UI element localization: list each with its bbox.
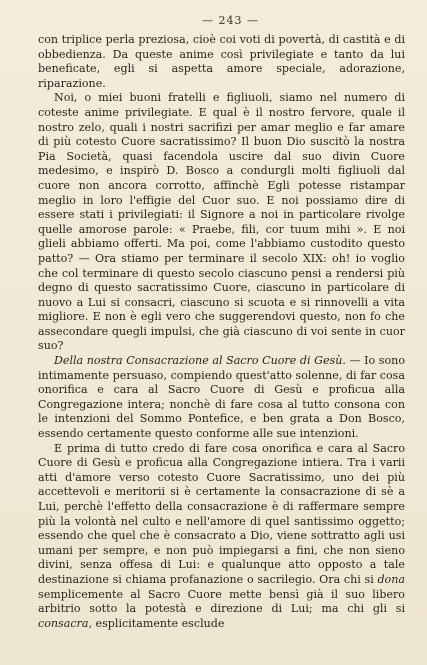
paragraph-4 bbox=[38, 442, 405, 632]
paragraph-1: con triplice perla preziosa, cioè coi voti di povertà, di castità e di obbedienza. Da queste anime così privilegiate e tanto da lui beneficate, egli si aspetta amore speciale, adorazione, riparazione. bbox=[38, 33, 405, 90]
paragraph-3 bbox=[38, 354, 405, 442]
paragraph-2: Noi, o miei buoni fratelli e figliuoli, siamo nel numero di coteste anime privilegiate. E qual è il nostro fervore, quale il nostro zelo, quali i nostri sacrifizi per amar meglio e far amare di più cotesto Cuore sacratissimo? Il buon Dio suscitò la nostra Pia Società, quasi facendola uscire dal suo divin Cuore medesimo, e inspirò D. Bosco a condurgli molti figliuoli dal cuore non ancora corrotto, affinchè Egli potesse ristampar meglio in loro l'effigie del Cuor suo. E noi possiamo dire di essere stati i privilegiati: il Signore a noi in particolare rivolge quelle amorose parole: « Praebe, fili, cor tuum mihi ». E noi glieli abbiamo offerti. Ma poi, come l'abbiamo custodito questo patto? — Ora stiamo per terminare il secolo XIX: oh! io voglio che col terminare di questo secolo ciascuno pensi a rendersi più degno di questo sacratissimo Cuore, ciascuno in particolare di nuovo a Lui si consacri, ciascuno si scuota e si rinnovelli a vita migliore. E non è egli vero che suggerendovi questo, non fo che assecondare quegli impulsi, che già ciascuno di voi sente in cuor suo? bbox=[38, 91, 405, 353]
section-heading: Della nostra Consacrazione al Sacro Cuore di Gesù. bbox=[54, 354, 346, 368]
emphasis-consacra: consacra, bbox=[38, 616, 93, 630]
paragraph-3-text: — Io sono intimamente persuaso, compiendo quest'atto solenne, di far cosa onorifica e cara al Sacro Cuore di Gesù e proficua alla Congregazione intera; nonchè di fare cosa al tutto consona con le intenzioni del Sommo Pontefice, e ben grata a Don Bosco, essendo certamente questo conforme alle sue intenzioni. bbox=[38, 354, 405, 441]
paragraph-4-text-b: semplicemente al Sacro Cuore mette bensì già il suo libero arbitrio sotto la potestà e direzione di Lui; ma chi gli si bbox=[38, 587, 405, 616]
paragraph-4-text-c: esplicitamente esclude bbox=[92, 616, 225, 630]
paragraph-4-text-a: E prima di tutto credo di fare cosa onorifica e cara al Sacro Cuore di Gesù e proficua alla Congregazione intiera. Tra i varii atti d'amore verso cotesto Cuore Sacratissimo, uno dei più accettevoli e meritorii si è certamente la consacrazione di sè a Lui, perchè l'effetto della consacrazione è di raffermare sempre più la volontà nel culto e nell'amore di quel santissimo oggetto; essendo che quel che è consacrato a Dio, viene sottratto agli usi umani per sempre, e non può impiegarsi a fini, che non sieno divini, senza offesa di Lui: e qualunque atto opposto a tale destinazione si chiama profanazione o sacrilegio. Ora chi si bbox=[38, 441, 405, 586]
page-number: — 243 — bbox=[202, 14, 259, 27]
page-body bbox=[38, 33, 405, 631]
emphasis-dona: dona bbox=[377, 572, 405, 586]
